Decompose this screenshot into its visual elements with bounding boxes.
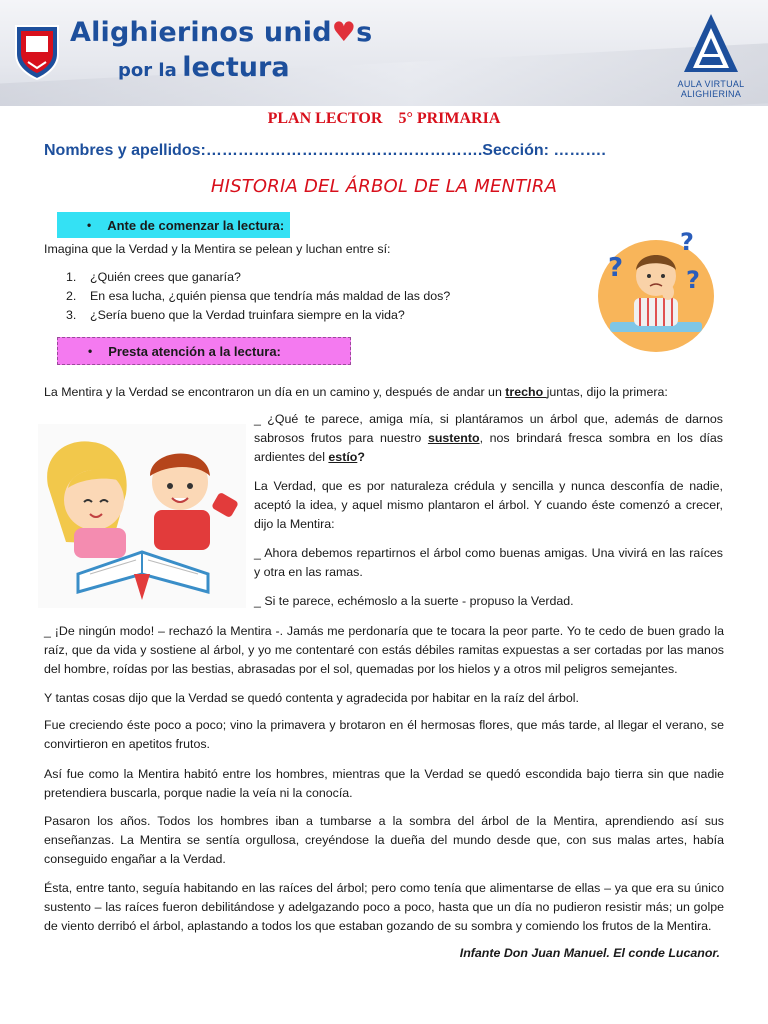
plan-label: PLAN LECTOR [267, 110, 383, 127]
bullet-icon: • [87, 218, 92, 232]
question-mark-icon: ? [686, 266, 700, 294]
paragraph-4: _ Ahora debemos repartirnos el árbol como buenas amigas. Una vivirá en las raíces y otra en las ramas. [254, 546, 723, 579]
question-mark-icon: ? [680, 228, 694, 256]
names-label: Nombres y apellidos: [44, 142, 206, 159]
section-dots[interactable]: ………. [553, 142, 606, 159]
section-label: Sección: [482, 142, 549, 159]
aula-virtual-logo [672, 12, 750, 100]
aula-line2: ALIGHIERINA [680, 89, 742, 99]
brand-line2-big: lectura [182, 52, 290, 83]
header-banner [0, 0, 768, 106]
question-item: 3. ¿Sería bueno que la Verdad truinfara siempre en la vida? [66, 308, 405, 322]
paragraph-1: La Mentira y la Verdad se encontraron un día en un camino y, después de andar un trecho juntas, dijo la primera: [44, 385, 668, 399]
question-item: 2. En esa lucha, ¿quién piensa que tendría más maldad de las dos? [66, 289, 451, 303]
brand-line2-small: por la [118, 60, 177, 81]
grade-label: 5° PRIMARIA [398, 110, 501, 127]
plan-heading [0, 110, 768, 128]
story-title: HISTORIA DEL ÁRBOL DE LA MENTIRA [210, 176, 558, 197]
question-item: 1. ¿Quién crees que ganaría? [66, 270, 241, 284]
paragraph-6: _ ¡De ningún modo! – rechazó la Mentira -. Jamás me perdonaría que te tocara la peor parte. Yo te cedo de buen grado la raíz, que da vida y sostiene al árbol, y yo me contentaré con estás débiles ramitas expuestas a ser cortadas por las manos del hombre, roídas por las bestias, abrasadas por el sol, quemadas por los hielos y a otros mil peligros semejantes. [44, 624, 724, 676]
paragraph-5: _ Si te parece, echémoslo a la suerte - propuso la Verdad. [254, 594, 574, 608]
paragraph-9: Así fue como la Mentira habitó entre los hombres, mientras que la Verdad se quedó escondida bajo tierra sin que nadie pretendiera buscarla, porque nadie la veía ni la conocía. [44, 767, 724, 800]
pre-reading-label: Ante de comenzar la lectura: [107, 217, 285, 233]
paragraph-3: La Verdad, que es por naturaleza crédula y sencilla y nunca desconfía de nadie, aceptó la idea, y aquel mismo plantaron el árbol. Y cuando éste comenzó a crecer, dijo la Mentira: [254, 479, 723, 531]
brand-line1-a: Alighierinos unid [70, 17, 332, 48]
paragraph-11: Ésta, entre tanto, seguía habitando en las raíces del árbol; pero como tenía que alimentarse de ellas – ya que era su único sustento – las raíces fueron debilitándose y adelgazando poco a poco, hasta que un día no pudieron resistir más; un golpe de viento derribó el árbol, aplastando a todos los que estaban gozando de su sombra y comiendo los frutos de la Mentira. [44, 881, 724, 933]
author-credit: Infante Don Juan Manuel. El conde Lucanor. [459, 946, 720, 960]
thinking-child-illustration [594, 226, 718, 356]
paragraph-10: Pasaron los años. Todos los hombres iban a tumbarse a la sombra del árbol de la Mentira, aprendiendo así sus enseñanzas. La Mentira se sentía orgullosa, creyéndose la dueña del mundo desde que, con sus malas artes, había conseguido engañar a la Verdad. [44, 814, 724, 866]
paragraph-8: Fue creciendo éste poco a poco; vino la primavera y brotaron en él hermosas flores, que más tarde, al llegar el verano, se convirtieron en apetitos frutos. [44, 718, 724, 751]
paragraph-7: Y tantas cosas dijo que la Verdad se quedó contenta y agradecida por habitar en la raíz del árbol. [44, 691, 579, 705]
pre-reading-intro: Imagina que la Verdad y la Mentira se pelean y luchan entre sí: [44, 242, 391, 256]
brand-line1-b: s [356, 17, 373, 48]
bullet-icon: • [88, 344, 93, 358]
heart-icon: ♥ [331, 17, 357, 48]
header-band [0, 38, 768, 106]
aula-triangle-icon [681, 12, 741, 74]
paragraph-2: _ ¿Qué te parece, amiga mía, si plantáramos un árbol que, además de darnos sabrosos frutos para nuestro sustento, nos brindará fresca sombra en los días ardientes del estío? [254, 412, 723, 464]
question-list [66, 268, 450, 325]
reading-label: Presta atención a la lectura: [108, 343, 281, 359]
question-mark-icon: ? [608, 253, 624, 283]
aula-line1: AULA VIRTUAL [677, 79, 745, 89]
pre-reading-box [57, 212, 290, 238]
student-info-line [44, 142, 606, 160]
kids-reading-illustration [38, 424, 246, 608]
names-dots[interactable]: ……………………………………………. [205, 142, 483, 159]
reading-box [57, 337, 351, 365]
brand-title [70, 17, 373, 83]
school-shield-logo [14, 22, 60, 80]
